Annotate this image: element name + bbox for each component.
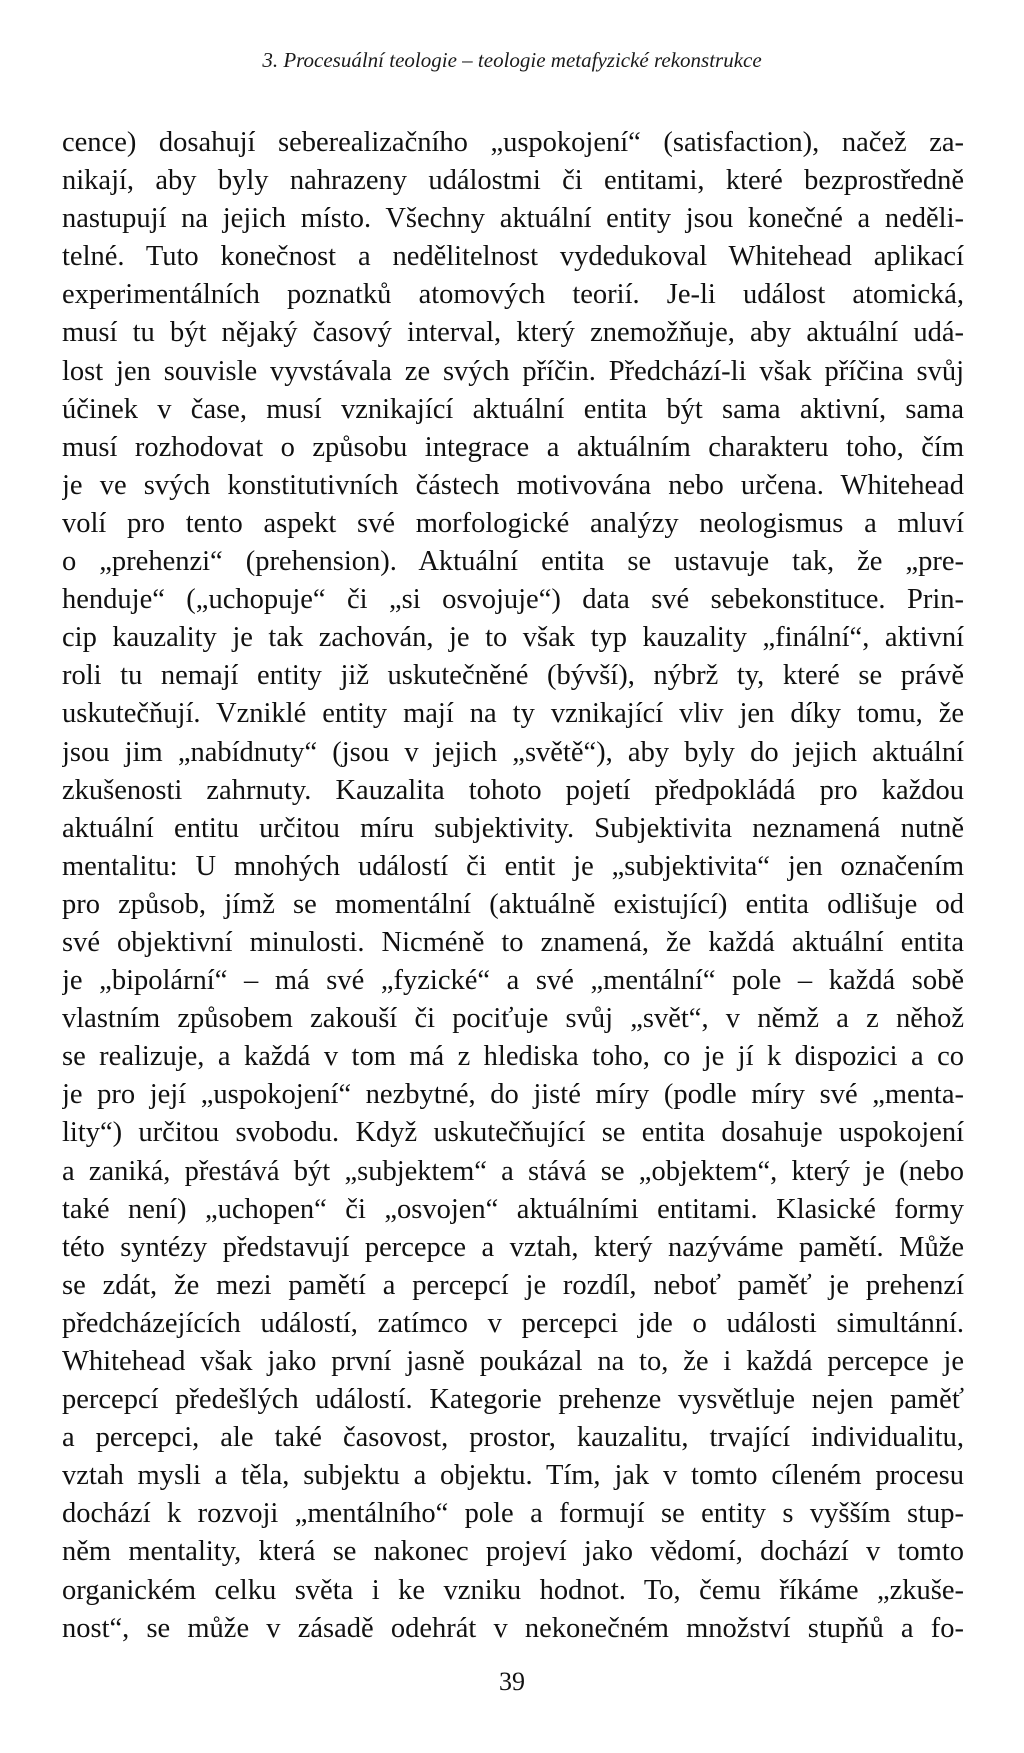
page-number: 39 bbox=[499, 1667, 525, 1696]
text-line: se realizuje, a každá v tom má z hlediska toho, co je jí k dispozici a co bbox=[62, 1041, 964, 1073]
text-line: musí rozhodovat o způsobu integrace a aktuálním charakteru toho, čím bbox=[62, 431, 964, 463]
text-line: telné. Tuto konečnost a nedělitelnost vydedukoval Whitehead aplikací bbox=[62, 241, 964, 273]
text-line: této syntézy představují percepce a vztah, který nazýváme pamětí. Může bbox=[62, 1231, 964, 1263]
text-line: vztah mysli a těla, subjektu a objektu. Tím, jak v tomto cíleném procesu bbox=[62, 1460, 964, 1492]
text-line: Whitehead však jako první jasně poukázal na to, že i každá percepce je bbox=[62, 1346, 964, 1377]
text-line: cip kauzality je tak zachován, je to však typ kauzality „finální“, aktivní bbox=[62, 622, 964, 654]
text-line: henduje“ („uchopuje“ či „si osvojuje“) data své sebekonstituce. Prin- bbox=[62, 584, 964, 616]
text-line: jsou jim „nabídnuty“ (jsou v jejich „světě“), aby byly do jejich aktuální bbox=[62, 736, 964, 768]
text-line: vlastním způsobem zakouší či pociťuje svůj „svět“, v němž a z něhož bbox=[62, 1003, 964, 1035]
text-line: musí tu být nějaký časový interval, který znemožňuje, aby aktuální udá- bbox=[62, 317, 964, 349]
text-line: je ve svých konstitutivních částech motivována nebo určena. Whitehead bbox=[62, 469, 964, 501]
text-line: také není) „uchopen“ či „osvojen“ aktuálními entitami. Klasické formy bbox=[62, 1193, 964, 1225]
text-line: lity“) určitou svobodu. Když uskutečňující se entita dosahuje uspokojení bbox=[62, 1117, 964, 1149]
text-line: a zaniká, přestává být „subjektem“ a stává se „objektem“, který je (nebo bbox=[62, 1155, 964, 1187]
text-line: lost jen souvisle vyvstávala ze svých příčin. Předchází-li však příčina svůj bbox=[62, 355, 964, 387]
text-line: aktuální entitu určitou míru subjektivity. Subjektivita neznamená nutně bbox=[62, 812, 964, 844]
running-header: 3. Procesuální teologie – teologie metafyzické rekonstrukce bbox=[262, 48, 762, 72]
text-line: mentalitu: U mnohých událostí či entit je „subjektivita“ jen označením bbox=[62, 850, 964, 882]
text-line: cence) dosahují seberealizačního „uspokojení“ (satisfaction), načež za- bbox=[62, 127, 964, 158]
text-line: účinek v čase, musí vznikající aktuální entita být sama aktivní, sama bbox=[62, 393, 964, 425]
text-line: něm mentality, která se nakonec projeví jako vědomí, dochází v tomto bbox=[62, 1536, 964, 1568]
text-line: organickém celku světa i ke vzniku hodnot. To, čemu říkáme „zkuše- bbox=[62, 1574, 964, 1606]
text-line: roli tu nemají entity již uskutečněné (bývší), nýbrž ty, které se právě bbox=[62, 660, 964, 692]
text-line: percepcí předešlých událostí. Kategorie prehenze vysvětluje nejen paměť bbox=[62, 1384, 964, 1416]
text-line: pro způsob, jímž se momentální (aktuálně existující) entita odlišuje od bbox=[62, 888, 964, 920]
text-line: je „bipolární“ – má své „fyzické“ a své „mentální“ pole – každá sobě bbox=[62, 965, 964, 997]
text-line: nikají, aby byly nahrazeny událostmi či entitami, které bezprostředně bbox=[62, 165, 964, 197]
text-line: volí pro tento aspekt své morfologické analýzy neologismus a mluví bbox=[62, 507, 964, 539]
text-line: zkušenosti zahrnuty. Kauzalita tohoto pojetí předpokládá pro každou bbox=[62, 774, 964, 806]
text-line: experimentálních poznatků atomových teorií. Je-li událost atomická, bbox=[62, 279, 964, 311]
text-line: předcházejících událostí, zatímco v percepci jde o události simultánní. bbox=[62, 1307, 964, 1339]
text-line: nost“, se může v zásadě odehrát v nekonečném množství stupňů a fo- bbox=[62, 1612, 964, 1644]
body-text bbox=[62, 124, 964, 1648]
text-line: nastupují na jejich místo. Všechny aktuální entity jsou konečné a neděli- bbox=[62, 203, 964, 235]
text-line: se zdát, že mezi pamětí a percepcí je rozdíl, neboť paměť je prehenzí bbox=[62, 1269, 964, 1301]
text-line: dochází k rozvoji „mentálního“ pole a formují se entity s vyšším stup- bbox=[62, 1498, 964, 1530]
text-line: a percepci, ale také časovost, prostor, kauzalitu, trvající individualitu, bbox=[62, 1422, 964, 1454]
text-line: uskutečňují. Vzniklé entity mají na ty vznikající vliv jen díky tomu, že bbox=[62, 698, 964, 730]
text-line: o „prehenzi“ (prehension). Aktuální entita se ustavuje tak, že „pre- bbox=[62, 546, 964, 578]
text-line: své objektivní minulosti. Nicméně to znamená, že každá aktuální entita bbox=[62, 926, 964, 958]
text-line: je pro její „uspokojení“ nezbytné, do jisté míry (podle míry své „menta- bbox=[62, 1079, 964, 1111]
